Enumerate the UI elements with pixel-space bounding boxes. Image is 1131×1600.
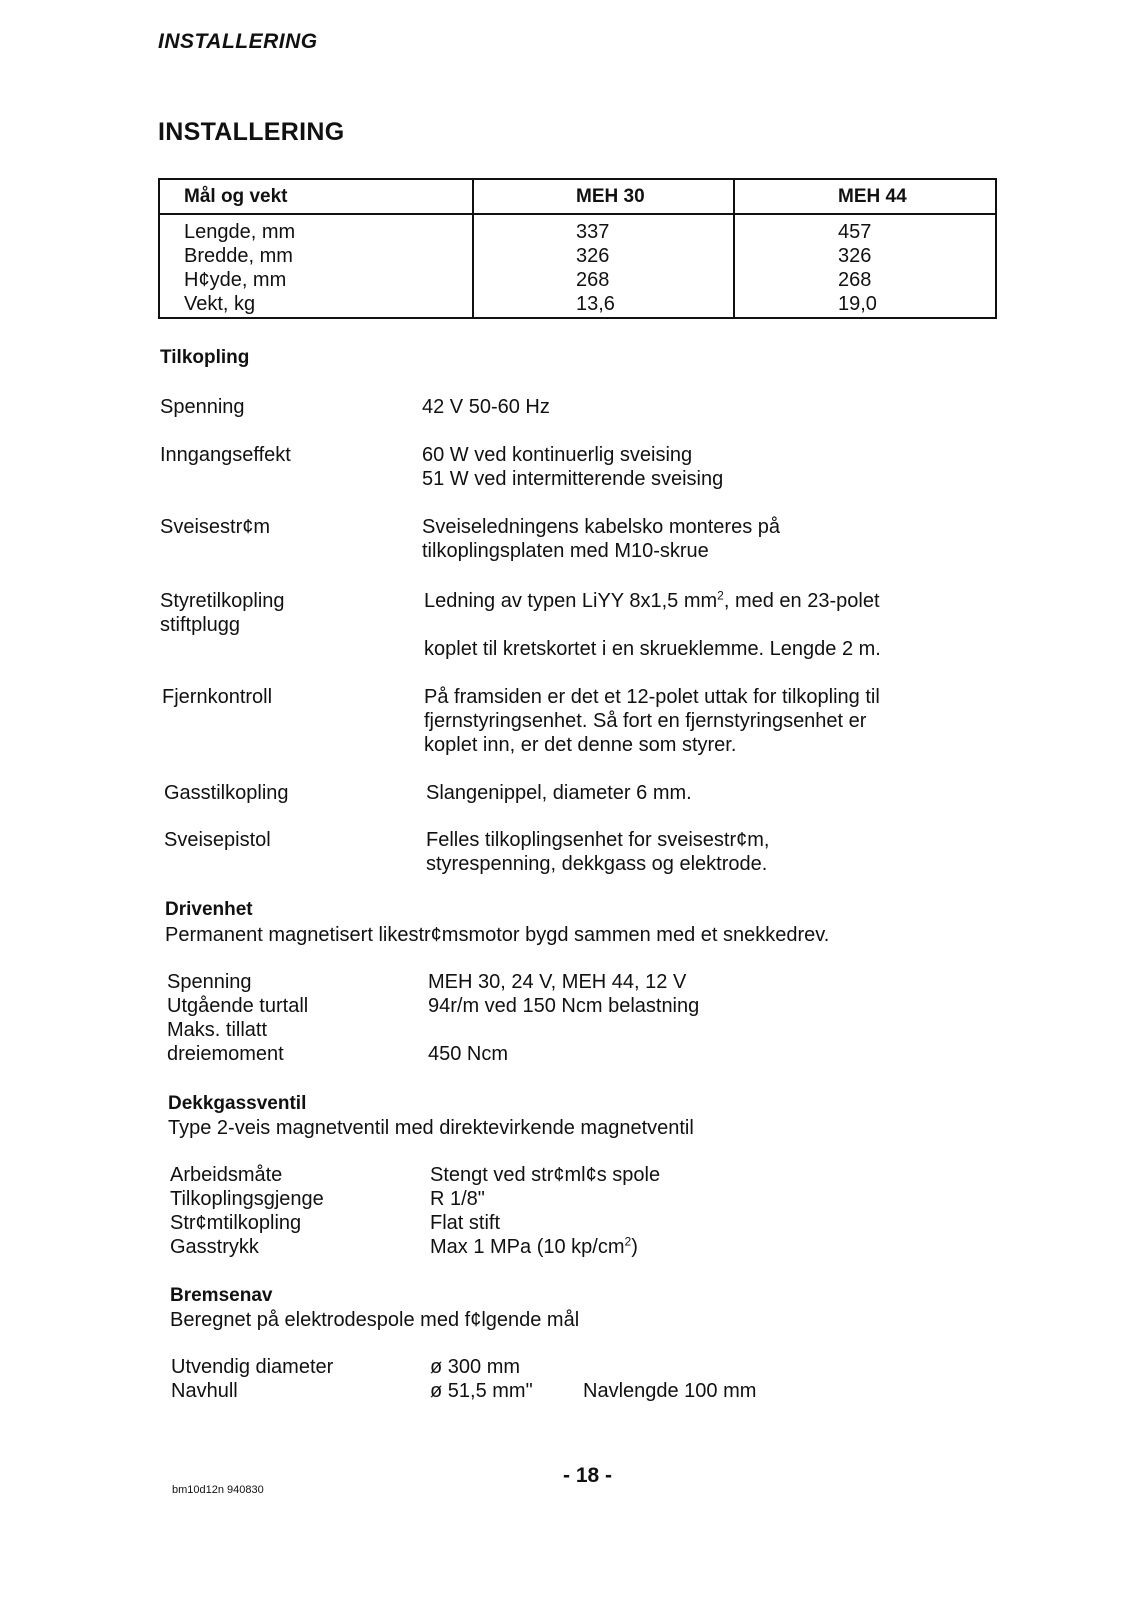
table-meh30-column (576, 220, 615, 316)
value-turtall: 94r/m ved 150 Ncm belastning (428, 995, 700, 1017)
value-line: 60 W ved kontinuerlig sveising (422, 444, 693, 466)
label-styretilkopling (160, 589, 285, 637)
table-label: Vekt, kg (184, 293, 256, 315)
value-utvendig-diameter: ø 300 mm (430, 1356, 521, 1378)
drivenhet-values (428, 970, 699, 1066)
drivenhet-description: Permanent magnetisert likestr¢msmotor bygd sammen med et snekkedrev. (165, 924, 830, 946)
value-stromtilkopling: Flat stift (430, 1212, 501, 1234)
label-inngangseffekt: Inngangseffekt (160, 444, 291, 466)
label-fjernkontroll: Fjernkontroll (162, 686, 273, 708)
value-line: tilkoplingsplaten med M10-skrue (422, 540, 709, 562)
table-cell: 326 (838, 245, 872, 267)
label-moment: dreiemoment (167, 1043, 284, 1065)
column-divider (472, 180, 474, 317)
value-navlengde: Navlengde 100 mm (583, 1380, 757, 1402)
table-label: Lengde, mm (184, 221, 296, 243)
page-number: - 18 - (563, 1464, 613, 1487)
superscript: 2 (624, 1234, 632, 1249)
value-navhull: ø 51,5 mm" (430, 1380, 533, 1402)
table-meh44-column (838, 220, 877, 316)
bremsenav-labels (171, 1355, 333, 1403)
value-text: Max 1 MPa (10 kp/cm (430, 1236, 625, 1258)
table-cell: 268 (838, 269, 872, 291)
table-cell: 268 (576, 269, 610, 291)
value-text: ) (631, 1236, 638, 1258)
label-line: Styretilkopling (160, 590, 285, 612)
value-styretilkopling-line2: koplet til kretskortet i en skrueklemme. Lengde 2 m. (424, 638, 881, 660)
value-gasstilkopling: Slangenippel, diameter 6 mm. (426, 782, 692, 804)
value-inngangseffekt (422, 443, 723, 491)
section-heading-bremsenav: Bremsenav (170, 1285, 273, 1306)
label-arbeidsmate: Arbeidsmåte (170, 1164, 283, 1186)
label-utvendig-diameter: Utvendig diameter (171, 1356, 334, 1378)
value-arbeidsmate: Stengt ved str¢ml¢s spole (430, 1164, 661, 1186)
table-cell: 337 (576, 221, 610, 243)
label-tilkoplingsgjenge: Tilkoplingsgjenge (170, 1188, 324, 1210)
dekkgassventil-labels (170, 1163, 324, 1259)
label-sveisepistol: Sveisepistol (164, 829, 271, 851)
label-navhull: Navhull (171, 1380, 238, 1402)
value-tilkoplingsgjenge: R 1/8" (430, 1188, 485, 1210)
page-title: INSTALLERING (158, 118, 345, 146)
bremsenav-description: Beregnet på elektrodespole med f¢lgende mål (170, 1309, 580, 1331)
table-header-meh30: MEH 30 (576, 186, 645, 207)
value-styretilkopling-line1 (424, 589, 880, 613)
value-line: På framsiden er det et 12-polet uttak for tilkopling til (424, 686, 880, 708)
table-cell: 19,0 (838, 293, 877, 315)
label-spenning: Spenning (167, 971, 252, 993)
running-head: INSTALLERING (158, 30, 318, 53)
value-line: Felles tilkoplingsenhet for sveisestr¢m, (426, 829, 770, 851)
value-spenning: 42 V 50-60 Hz (422, 396, 550, 418)
dekkgassventil-description: Type 2-veis magnetventil med direktevirkende magnetventil (168, 1117, 694, 1139)
value-line: fjernstyringsenhet. Så fort en fjernstyringsenhet er (424, 710, 867, 732)
section-heading-tilkopling: Tilkopling (160, 347, 250, 368)
label-moment: Maks. tillatt (167, 1019, 268, 1041)
drivenhet-labels (167, 970, 308, 1066)
label-sveisestrom: Sveisestr¢m (160, 516, 271, 538)
table-cell: 13,6 (576, 293, 615, 315)
dimensions-table (158, 178, 997, 319)
header-divider (160, 213, 995, 215)
value-sveisestrom (422, 515, 780, 563)
value-text: Ledning av typen LiYY 8x1,5 mm (424, 590, 718, 612)
table-cell: 326 (576, 245, 610, 267)
column-divider (733, 180, 735, 317)
value-line: 51 W ved intermitterende sveising (422, 468, 724, 490)
label-turtall: Utgående turtall (167, 995, 309, 1017)
superscript: 2 (717, 588, 724, 603)
value-line: koplet inn, er det denne som styrer. (424, 734, 737, 756)
value-sveisepistol (426, 828, 769, 876)
spacer (428, 1018, 699, 1042)
value-moment: 450 Ncm (428, 1043, 509, 1065)
footer-document-code: bm10d12n 940830 (172, 1484, 264, 1496)
value-line: Sveiseledningens kabelsko monteres på (422, 516, 780, 538)
label-gasstilkopling: Gasstilkopling (164, 782, 289, 804)
table-label: Bredde, mm (184, 245, 293, 267)
label-line: stiftplugg (160, 614, 241, 636)
table-header-meh44: MEH 44 (838, 186, 907, 207)
table-cell: 457 (838, 221, 872, 243)
table-labels-column (184, 220, 295, 316)
table-header-mal-og-vekt: Mål og vekt (184, 186, 288, 207)
label-stromtilkopling: Str¢mtilkopling (170, 1212, 302, 1234)
value-fjernkontroll (424, 685, 880, 757)
section-heading-drivenhet: Drivenhet (165, 899, 253, 920)
dekkgassventil-values (430, 1163, 660, 1259)
value-text: , med en 23-polet (723, 590, 880, 612)
bremsenav-values (430, 1355, 533, 1403)
label-spenning: Spenning (160, 396, 245, 418)
value-spenning: MEH 30, 24 V, MEH 44, 12 V (428, 971, 687, 993)
value-gasstrykk (430, 1235, 660, 1259)
table-label: H¢yde, mm (184, 269, 287, 291)
label-gasstrykk: Gasstrykk (170, 1236, 259, 1258)
value-line: styrespenning, dekkgass og elektrode. (426, 853, 768, 875)
section-heading-dekkgassventil: Dekkgassventil (168, 1093, 307, 1114)
